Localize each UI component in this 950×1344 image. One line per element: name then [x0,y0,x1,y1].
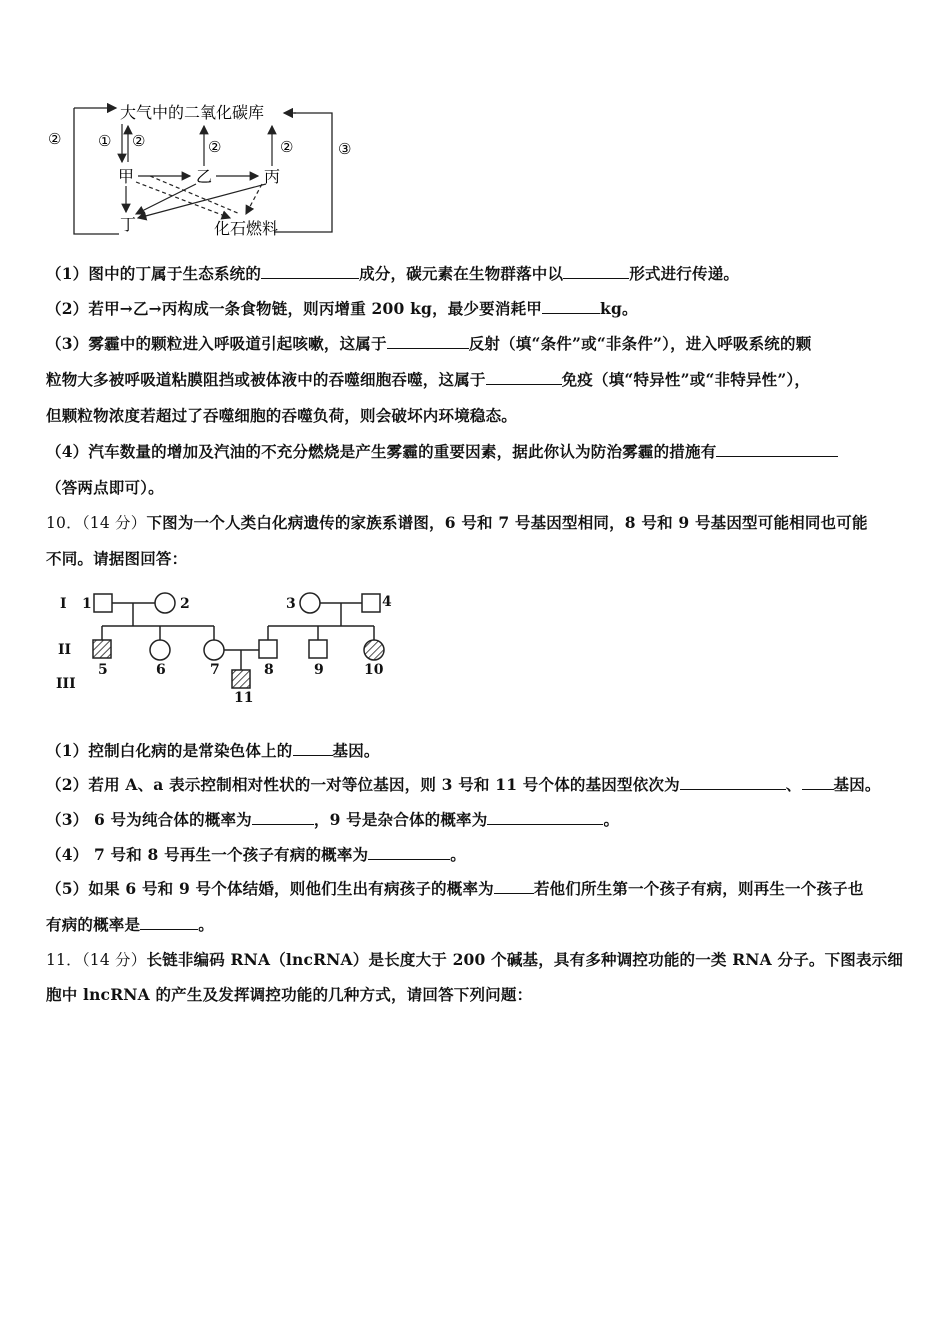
label-outer-right: ③ [338,140,352,158]
q10-part2 [46,773,881,795]
q9-part2 [46,297,638,319]
answer-blank[interactable] [716,442,838,457]
q9-part3-line1 [46,332,811,354]
individual-2: 2 [180,596,190,612]
label-2-c: ② [280,138,294,156]
q11-text-2: 胞中 lncRNA 的产生及发挥调控功能的几种方式，请回答下列问题： [46,985,533,1004]
individual-9: 9 [314,662,324,678]
q11-line1 [46,948,903,970]
individual-3: 3 [286,596,296,612]
node-yi: 乙 [196,167,213,186]
generation-III: III [56,676,76,692]
answer-blank[interactable] [487,810,603,825]
q9-part4-line1 [46,440,838,462]
node-ding: 丁 [120,215,137,234]
label-outer-left: ② [48,130,62,148]
q9-part3-line2 [46,368,810,390]
carbon-pool-label: 大气中的二氧化碳库 [120,103,265,122]
answer-blank[interactable] [140,915,198,930]
individual-11: 11 [234,690,254,706]
label-2-b: ② [208,138,222,156]
q9-p4-text-b: （答两点即可）。 [46,478,164,497]
label-2-a: ② [132,132,146,150]
q9-p1-text-a: （1）图中的丁属于生态系统的 [46,264,262,283]
q9-part1 [46,262,739,284]
answer-blank[interactable] [802,775,834,790]
answer-blank[interactable] [387,334,469,349]
individual-5: 5 [98,662,108,678]
q10-p4-text-a: （4） 7 号和 8 号再生一个孩子有病的概率为 [46,845,369,864]
answer-blank[interactable] [368,845,450,860]
q9-p3-text-d: 免疫（填“特异性”或“非特异性”）， [561,370,811,389]
individual-7: 7 [210,662,220,678]
pedigree-chart [56,588,406,706]
individual-4: 4 [382,594,392,610]
q10-p2-text-a: （2）若用 A、a 表示控制相对性状的一对等位基因，则 3 号和 11 号个体的基因型依次为 [46,775,680,794]
generation-II: II [58,642,72,658]
node-bing: 丙 [264,167,281,186]
q10-p5-text-b: 若他们所生第一个孩子有病，则再生一个孩子也 [533,879,864,898]
q10-part5-line1 [46,877,864,899]
answer-blank[interactable] [261,264,359,279]
individual-1: 1 [82,596,92,612]
q9-p3-text-b: 反射（填“条件”或“非条件”），进入呼吸系统的颗 [468,334,812,353]
q10-p2-text-c: 基因。 [833,775,881,794]
q10-part3 [46,808,619,830]
q10-p1-text-a: （1）控制白化病的是常染色体上的 [46,741,293,760]
q9-p1-text-c: 形式进行传递。 [629,264,740,283]
carbon-cycle-diagram [44,96,364,241]
q10-intro-text: 下图为一个人类白化病遗传的家族系谱图，6 号和 7 号基因型相同，8 号和 9 号基因型可能相同也可能 [146,513,868,532]
answer-blank[interactable] [680,775,786,790]
answer-blank[interactable] [494,879,534,894]
individual-8: 8 [264,662,274,678]
q10-intro-line2 [46,547,187,569]
q11-line2 [46,983,532,1005]
q9-p4-text-a: （4）汽车数量的增加及汽油的不充分燃烧是产生雾霾的重要因素，据此你认为防治雾霾的措施有 [46,442,717,461]
q10-part4 [46,843,466,865]
answer-blank[interactable] [486,370,562,385]
q10-intro-line1 [46,511,868,533]
q9-p2-text-b: kg。 [600,299,638,318]
q11-number: 11．（14 分） [46,951,147,969]
q10-p5-text-c: 有病的概率是 [46,915,141,934]
q10-p3-text-b: ，9 号是杂合体的概率为 [313,810,488,829]
q10-part5-line2 [46,913,214,935]
q10-p3-text-a: （3） 6 号为纯合体的概率为 [46,810,252,829]
q10-p3-text-c: 。 [603,810,620,829]
q10-p4-text-b: 。 [450,845,466,864]
q9-p1-text-b: 成分，碳元素在生物群落中以 [359,264,564,283]
individual-10: 10 [364,662,384,678]
q11-text-1: 长链非编码 RNA（lncRNA）是长度大于 200 个碱基，具有多种调控功能的一类 RNA 分子。下图表示细 [146,950,904,969]
node-fossil-fuel: 化石燃料 [214,219,279,238]
q10-p5-text-d: 。 [198,915,214,934]
q9-p2-text-a: （2）若甲→乙→丙构成一条食物链，则丙增重 200 kg，最少要消耗甲 [46,299,542,318]
q10-number: 10．（14 分） [46,514,147,532]
q9-p3-text-e: 但颗粒物浓度若超过了吞噬细胞的吞噬负荷，则会破坏内环境稳态。 [46,406,518,425]
answer-blank[interactable] [293,741,333,756]
answer-blank[interactable] [542,299,600,314]
generation-I: I [60,596,67,612]
answer-blank[interactable] [563,264,629,279]
q10-p1-text-b: 基因。 [332,741,380,760]
q9-part3-line3 [46,404,517,426]
q10-p5-text-a: （5）如果 6 号和 9 号个体结婚，则他们生出有病孩子的概率为 [46,879,494,898]
q9-part4-line2 [46,476,164,498]
q10-intro-text-2: 不同。请据图回答： [46,549,188,568]
q9-p3-text-a: （3）雾霾中的颗粒进入呼吸道引起咳嗽，这属于 [46,334,387,353]
label-1: ① [98,132,112,150]
node-jia: 甲 [118,167,135,186]
answer-blank[interactable] [252,810,314,825]
q9-p3-text-c: 粒物大多被呼吸道粘膜阻挡或被体液中的吞噬细胞吞噬，这属于 [46,370,486,389]
individual-6: 6 [156,662,166,678]
q10-part1 [46,739,380,761]
q10-p2-text-b: 、 [785,775,802,794]
